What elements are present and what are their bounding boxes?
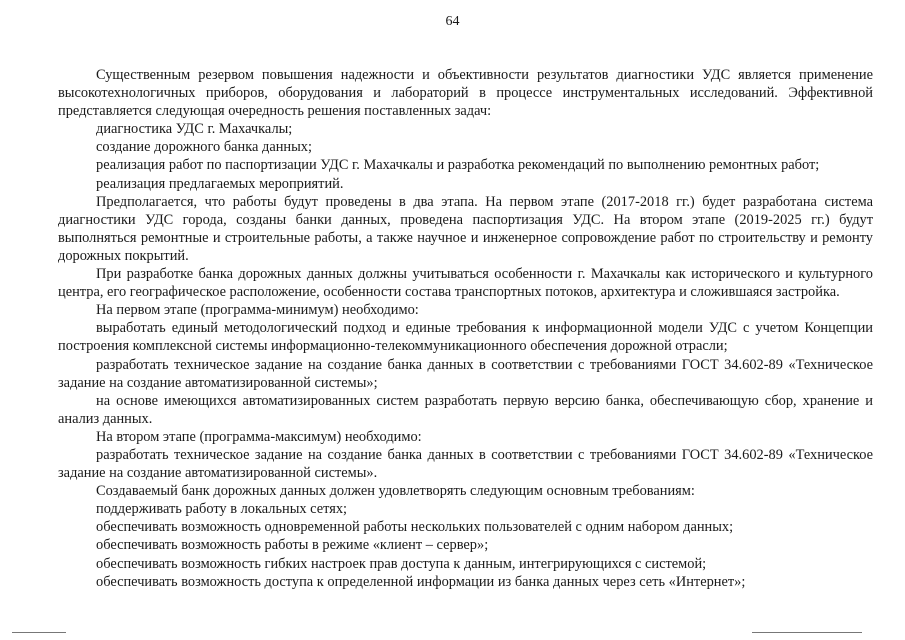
- paragraph-stage-one-heading: На первом этапе (программа-минимум) необходимо:: [96, 302, 419, 319]
- list-item-multi-user: обеспечивать возможность одновременной работы нескольких пользователей с одним набором данных;: [96, 519, 734, 536]
- list-item-measures: реализация предлагаемых мероприятий.: [96, 175, 344, 192]
- list-item-methodology: выработать единый методологический подход и единые требования к информационной модели УДС с учетом Концепции построения комплексной системы информационно-телекоммуникационного обеспечения дорожной отрасли;: [58, 320, 873, 355]
- page-number: 64: [445, 14, 460, 29]
- list-item-diagnostics: диагностика УДС г. Махачкалы;: [96, 121, 293, 138]
- paragraph-stages: Предполагается, что работы будут проведены в два этапа. На первом этапе (2017-2018 гг.) будет разработана система диагностики УДС города, созданы банки данных, проведена паспортизация УДС. На втором этапе (2019-2025 гг.) будут выполняться ремонтные и строительные работы, а также научное и инженерное сопровождение работ по строительству и ремонту дорожных покрытий.: [58, 193, 873, 264]
- list-item-internet-access: обеспечивать возможность доступа к определенной информации из банка данных через сеть «Интернет»;: [96, 573, 746, 590]
- paragraph-specifics: При разработке банка дорожных данных должны учитываться особенности г. Махачкалы как исторического и культурного центра, его географическое расположение, особенности состава транспортных потоков, архитектура и сложившаяся застройка.: [58, 266, 873, 301]
- list-item-local-networks: поддерживать работу в локальных сетях;: [96, 501, 348, 518]
- document-body: [58, 66, 873, 591]
- paragraph-intro: Существенным резервом повышения надежности и объективности результатов диагностики УДС является применение высокотехнологичных приборов, оборудования и лабораторий в процессе инструментальных исследований. Эффективной представляется следующая очередность решения поставленных задач:: [58, 67, 873, 120]
- list-item-first-version: на основе имеющихся автоматизированных систем разработать первую версию банка, обеспечивающую сбор, хранение и анализ данных.: [58, 392, 873, 427]
- list-item-access-rights: обеспечивать возможность гибких настроек прав доступа к данным, интегрирующихся с системой;: [96, 555, 707, 572]
- footer-rule-right: [752, 632, 862, 633]
- list-item-databank: создание дорожного банка данных;: [96, 139, 312, 156]
- list-item-passportization: реализация работ по паспортизации УДС г. Махачкалы и разработка рекомендаций по выполнению ремонтных работ;: [96, 157, 820, 174]
- paragraph-stage-two-heading: На втором этапе (программа-максимум) необходимо:: [96, 428, 422, 445]
- footer-rule-left: [12, 632, 66, 633]
- list-item-client-server: обеспечивать возможность работы в режиме «клиент – сервер»;: [96, 537, 489, 554]
- paragraph-requirements-heading: Создаваемый банк дорожных данных должен удовлетворять следующим основным требованиям:: [96, 483, 695, 500]
- list-item-tech-spec-1: разработать техническое задание на создание банка данных в соответствии с требованиями ГОСТ 34.602-89 «Техническое задание на создание автоматизированной системы»;: [58, 356, 873, 391]
- list-item-tech-spec-2: разработать техническое задание на создание банка данных в соответствии с требованиями ГОСТ 34.602-89 «Техническое задание на создание автоматизированной системы».: [58, 446, 873, 482]
